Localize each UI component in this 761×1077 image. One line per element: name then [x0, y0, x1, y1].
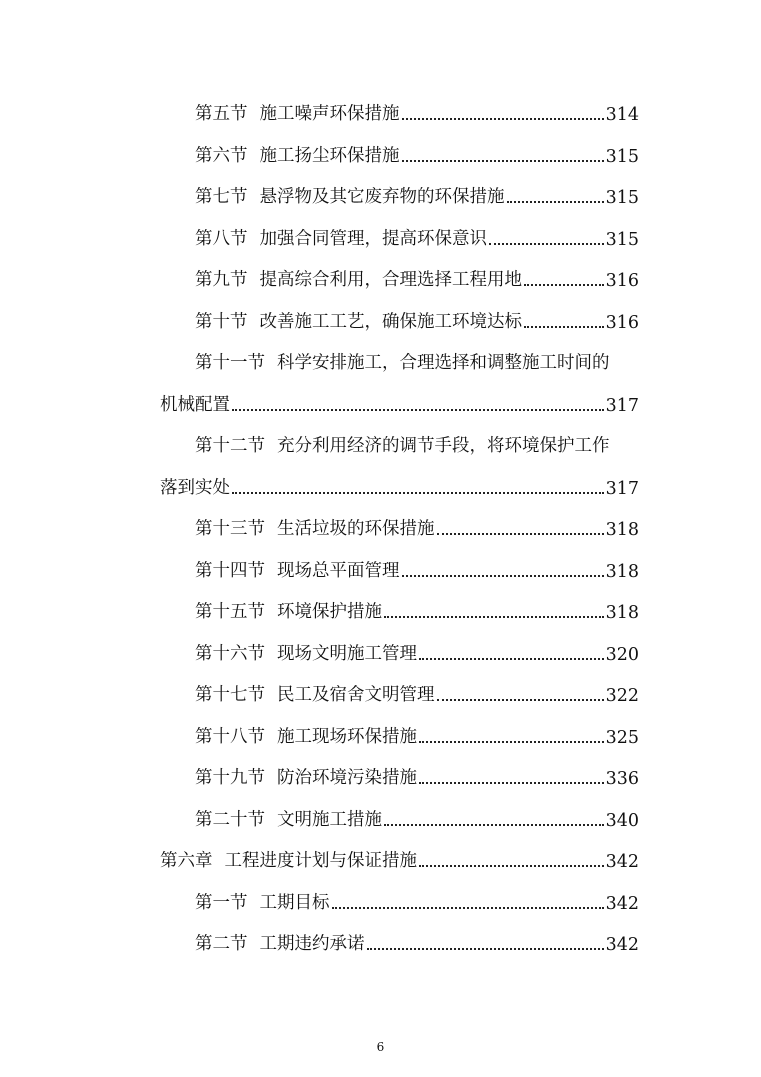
page-ref: 315 [605, 188, 639, 208]
page-ref: 318 [605, 520, 639, 540]
section-title: 充分利用经济的调节手段，将环境保护工作 [277, 436, 610, 456]
page-ref: 318 [605, 603, 639, 623]
section-number: 第十节 [195, 312, 248, 332]
section-title: 悬浮物及其它废弃物的环保措施 [259, 187, 505, 207]
section-title: 改善施工工艺，确保施工环境达标 [259, 312, 522, 332]
section-title: 施工扬尘环保措施 [259, 146, 400, 166]
dot-leader [419, 864, 604, 867]
section-number: 第十六节 [195, 644, 265, 664]
chapter-number: 第六章 [160, 851, 213, 871]
page-ref: 336 [605, 769, 639, 789]
page-ref: 342 [605, 852, 639, 872]
section-number: 第五节 [195, 104, 248, 124]
page-ref: 317 [605, 396, 639, 416]
page-ref: 315 [605, 230, 639, 250]
section-title: 提高综合利用，合理选择工程用地 [259, 270, 522, 290]
section-number: 第十八节 [195, 727, 265, 747]
section-number: 第二十节 [195, 810, 265, 830]
dot-leader [419, 781, 604, 784]
dot-leader [402, 574, 604, 577]
section-number: 第十二节 [195, 436, 265, 456]
page-ref: 342 [605, 894, 639, 914]
section-number: 第六节 [195, 146, 248, 166]
toc-entry[interactable] [195, 510, 639, 540]
section-title: 施工现场环保措施 [277, 727, 417, 747]
toc-entry-line1[interactable] [195, 344, 639, 374]
section-number: 第二节 [195, 934, 248, 954]
section-title: 现场总平面管理 [277, 561, 400, 581]
dot-leader [524, 283, 604, 286]
section-title-continued: 落到实处 [160, 478, 230, 498]
page-ref: 317 [605, 479, 639, 499]
section-title: 加强合同管理，提高环保意识 [259, 229, 487, 249]
section-number: 第八节 [195, 229, 248, 249]
dot-leader [384, 615, 604, 618]
toc-entry[interactable] [195, 178, 639, 208]
toc-entry-line2[interactable] [160, 469, 639, 499]
dot-leader [402, 159, 604, 162]
page-ref: 316 [605, 271, 639, 291]
page-ref: 316 [605, 313, 639, 333]
page-ref: 322 [605, 686, 639, 706]
section-number: 第十七节 [195, 685, 265, 705]
page-ref: 342 [605, 935, 639, 955]
section-title: 现场文明施工管理 [277, 644, 417, 664]
section-number: 第九节 [195, 270, 248, 290]
section-title: 文明施工措施 [277, 810, 382, 830]
chapter-title: 工程进度计划与保证措施 [224, 851, 417, 871]
section-number: 第十三节 [195, 519, 265, 539]
section-number: 第十四节 [195, 561, 265, 581]
section-number: 第十一节 [195, 353, 265, 373]
toc-entry[interactable] [195, 801, 639, 831]
section-title: 生活垃圾的环保措施 [277, 519, 435, 539]
toc-entry[interactable] [195, 635, 639, 665]
toc-entry[interactable] [195, 552, 639, 582]
toc-entry[interactable] [195, 95, 639, 125]
toc-entry[interactable] [195, 593, 639, 623]
dot-leader [437, 532, 604, 535]
section-number: 第十九节 [195, 768, 265, 788]
page-ref: 315 [605, 147, 639, 167]
dot-leader [402, 117, 604, 120]
toc-entry[interactable] [195, 676, 639, 706]
dot-leader [384, 823, 604, 826]
page-ref: 325 [605, 728, 639, 748]
section-title: 科学安排施工，合理选择和调整施工时间的 [277, 353, 610, 373]
section-number: 第十五节 [195, 602, 265, 622]
dot-leader [367, 947, 604, 950]
dot-leader [419, 657, 604, 660]
toc-entry-line2[interactable] [160, 386, 639, 416]
section-number: 第七节 [195, 187, 248, 207]
toc-entry[interactable] [195, 759, 639, 789]
dot-leader [507, 200, 604, 203]
dot-leader [232, 491, 604, 494]
page-ref: 320 [605, 645, 639, 665]
section-title: 民工及宿舍文明管理 [277, 685, 435, 705]
toc-entry[interactable] [195, 884, 639, 914]
dot-leader [524, 325, 604, 328]
toc-entry[interactable] [195, 137, 639, 167]
section-title: 防治环境污染措施 [277, 768, 417, 788]
dot-leader [437, 698, 604, 701]
toc-entry-line1[interactable] [195, 427, 639, 457]
toc-entry[interactable] [195, 261, 639, 291]
toc-entry[interactable] [195, 303, 639, 333]
page-ref: 340 [605, 811, 639, 831]
page-ref: 314 [605, 105, 639, 125]
dot-leader [332, 906, 604, 909]
section-title: 工期违约承诺 [259, 934, 365, 954]
section-title: 工期目标 [259, 893, 330, 913]
toc-chapter-entry[interactable] [160, 842, 639, 872]
toc-entry[interactable] [195, 925, 639, 955]
toc-entry[interactable] [195, 718, 639, 748]
dot-leader [419, 740, 604, 743]
footer-page-number: 6 [376, 1040, 385, 1054]
section-title: 施工噪声环保措施 [259, 104, 400, 124]
page-ref: 318 [605, 562, 639, 582]
section-number: 第一节 [195, 893, 248, 913]
section-title-continued: 机械配置 [160, 395, 230, 415]
dot-leader [232, 408, 604, 411]
toc-entry[interactable] [195, 220, 639, 250]
dot-leader [489, 242, 604, 245]
section-title: 环境保护措施 [277, 602, 382, 622]
